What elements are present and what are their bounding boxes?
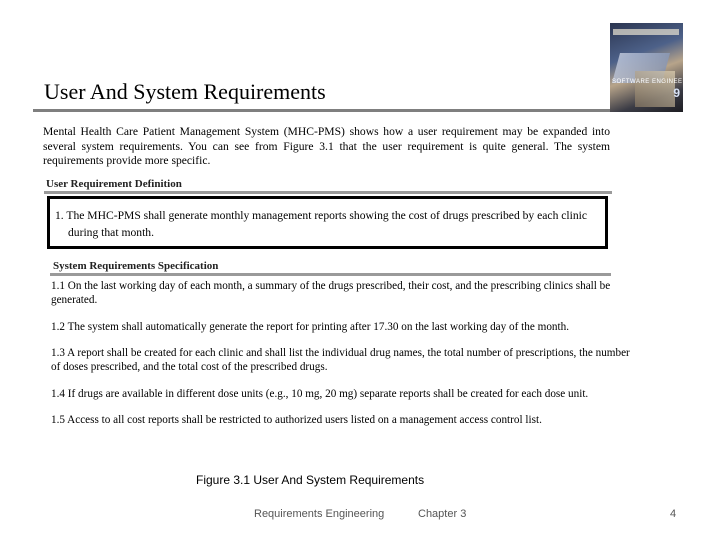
cover-edition: 9 <box>673 86 680 100</box>
system-requirements-divider <box>50 273 611 276</box>
slide-title: User And System Requirements <box>44 79 326 104</box>
page-number: 4 <box>670 508 677 520</box>
intro-paragraph: Mental Health Care Patient Management System (MHC-PMS) shows how a user requirement may be expanded into several system requirements. You can see from Figure 3.1 that the user requirement is quite general. The system requirements provide more specific. <box>43 125 610 167</box>
system-requirement-item: 1.5 Access to all cost reports shall be restricted to authorized users listed on a management access control list. <box>51 414 542 426</box>
system-requirement-item: 1.2 The system shall automatically generate the report for printing after 17.30 on the last working day of the month. <box>51 321 570 333</box>
footer-chapter: Chapter 3 <box>418 508 467 520</box>
system-requirement-item: 1.3 A report shall be created for each clinic and shall list the individual drug names, the total number of prescriptions, the number of doses prescribed, and the total cost of the prescribed drugs. <box>51 347 630 373</box>
title-underline <box>33 109 618 112</box>
figure-caption: Figure 3.1 User And System Requirements <box>196 473 425 487</box>
system-requirement-item: 1.1 On the last working day of each month, a summary of the drugs prescribed, their cost, and the prescribing clinics shall be generated. <box>51 280 611 306</box>
book-cover-image <box>610 23 700 112</box>
system-requirements-heading: System Requirements Specification <box>53 260 219 272</box>
footer-topic: Requirements Engineering <box>254 508 385 520</box>
user-requirement-divider <box>44 191 612 194</box>
system-requirement-item: 1.4 If drugs are available in different dose units (e.g., 10 mg, 20 mg) separate reports shall be created for each dose unit. <box>51 388 589 400</box>
cover-title: SOFTWARE ENGINEERING <box>612 79 700 85</box>
user-requirement-heading: User Requirement Definition <box>46 178 182 190</box>
cover-graphic-2 <box>635 71 675 107</box>
cover-highlight <box>613 29 679 35</box>
user-requirement-text: 1. The MHC-PMS shall generate monthly management reports showing the cost of drugs prescribed by each clinic during that month. <box>55 209 588 239</box>
